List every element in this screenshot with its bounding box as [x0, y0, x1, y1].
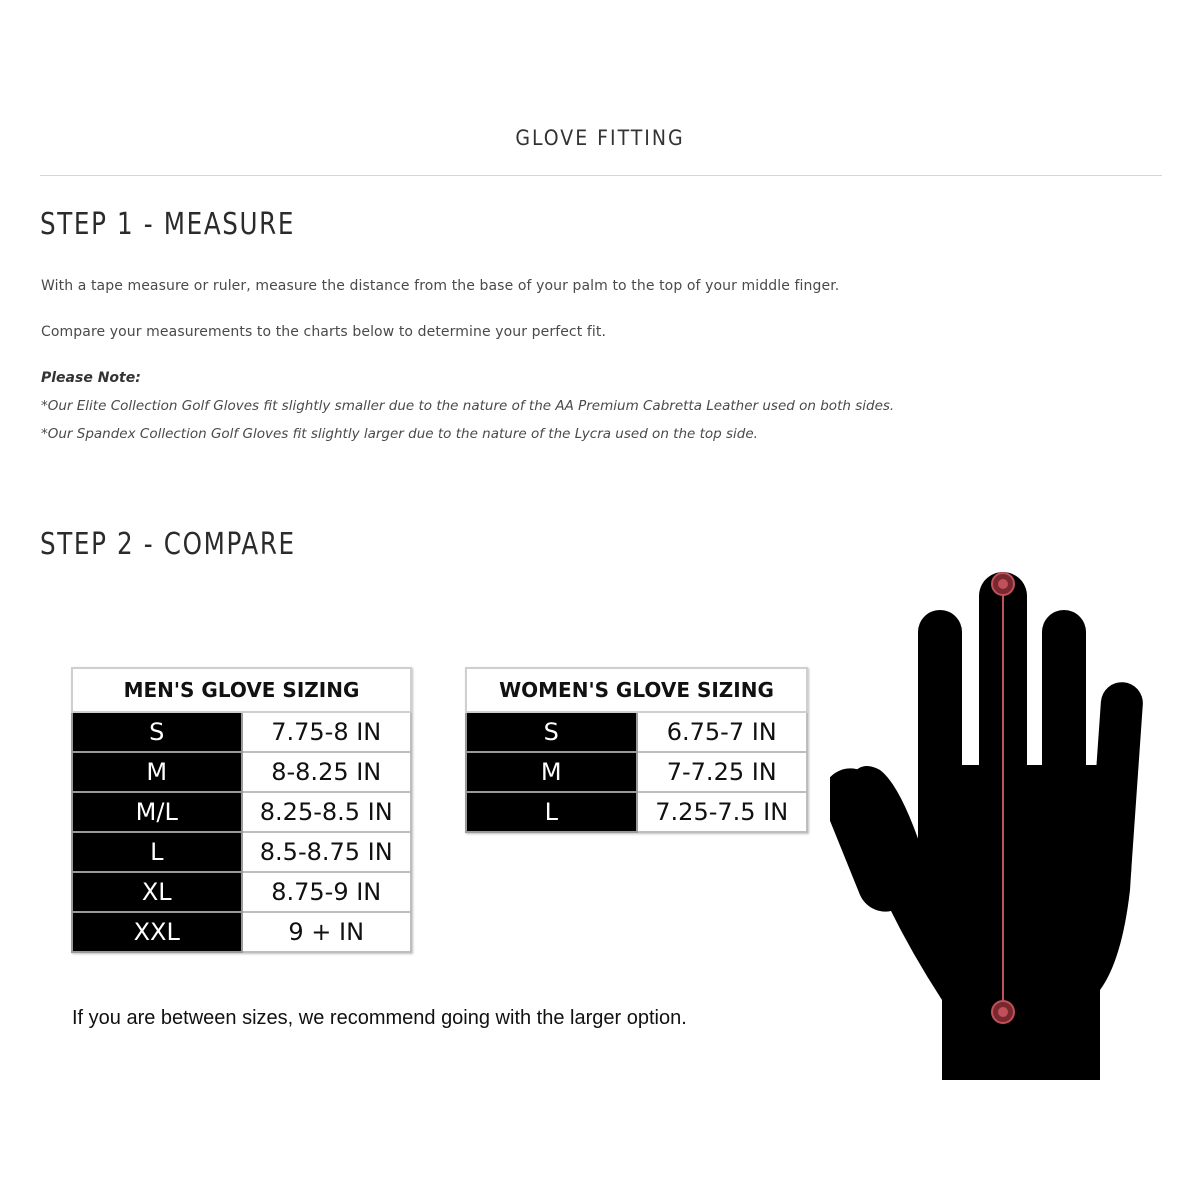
range-cell: 7-7.25 IN	[637, 752, 808, 792]
size-cell: M	[466, 752, 637, 792]
range-cell: 8.5-8.75 IN	[242, 832, 412, 872]
range-cell: 6.75-7 IN	[637, 712, 808, 752]
womens-sizing-table	[465, 667, 808, 833]
hand-measure-icon	[830, 560, 1150, 1100]
table-row	[466, 792, 807, 832]
range-cell: 8.75-9 IN	[242, 872, 412, 912]
table-row	[72, 752, 411, 792]
table-row	[466, 712, 807, 752]
compare-instruction: Compare your measurements to the charts below to determine your perfect fit.	[41, 324, 607, 340]
page-title: GLOVE FITTING	[515, 126, 685, 150]
range-cell: 9 + IN	[242, 912, 412, 952]
size-cell: XXL	[72, 912, 242, 952]
mens-table-title: MEN'S GLOVE SIZING	[72, 668, 411, 712]
size-recommendation: If you are between sizes, we recommend going with the larger option.	[72, 1007, 687, 1029]
measure-instruction: With a tape measure or ruler, measure the distance from the base of your palm to the top of your middle finger.	[41, 278, 840, 294]
womens-table-title: WOMEN'S GLOVE SIZING	[466, 668, 807, 712]
mens-sizing-table	[71, 667, 412, 953]
size-cell: L	[72, 832, 242, 872]
table-row	[72, 712, 411, 752]
table-row	[72, 912, 411, 952]
note-spandex: *Our Spandex Collection Golf Gloves fit slightly larger due to the nature of the Lycra used on the top side.	[41, 426, 758, 442]
size-cell: M/L	[72, 792, 242, 832]
range-cell: 8-8.25 IN	[242, 752, 412, 792]
note-label: Please Note:	[41, 370, 141, 386]
step1-heading: STEP 1 - MEASURE	[40, 207, 296, 242]
hand-silhouette-icon	[830, 572, 1144, 1080]
size-cell: XL	[72, 872, 242, 912]
note-elite: *Our Elite Collection Golf Gloves fit slightly smaller due to the nature of the AA Premium Cabretta Leather used on both sides.	[41, 398, 895, 414]
step2-heading: STEP 2 - COMPARE	[40, 527, 296, 562]
size-cell: S	[466, 712, 637, 752]
range-cell: 7.75-8 IN	[242, 712, 412, 752]
table-row	[72, 792, 411, 832]
table-row	[466, 752, 807, 792]
size-cell: M	[72, 752, 242, 792]
size-cell: L	[466, 792, 637, 832]
table-row	[72, 872, 411, 912]
size-cell: S	[72, 712, 242, 752]
table-row	[72, 832, 411, 872]
range-cell: 7.25-7.5 IN	[637, 792, 808, 832]
divider	[40, 175, 1162, 176]
range-cell: 8.25-8.5 IN	[242, 792, 412, 832]
